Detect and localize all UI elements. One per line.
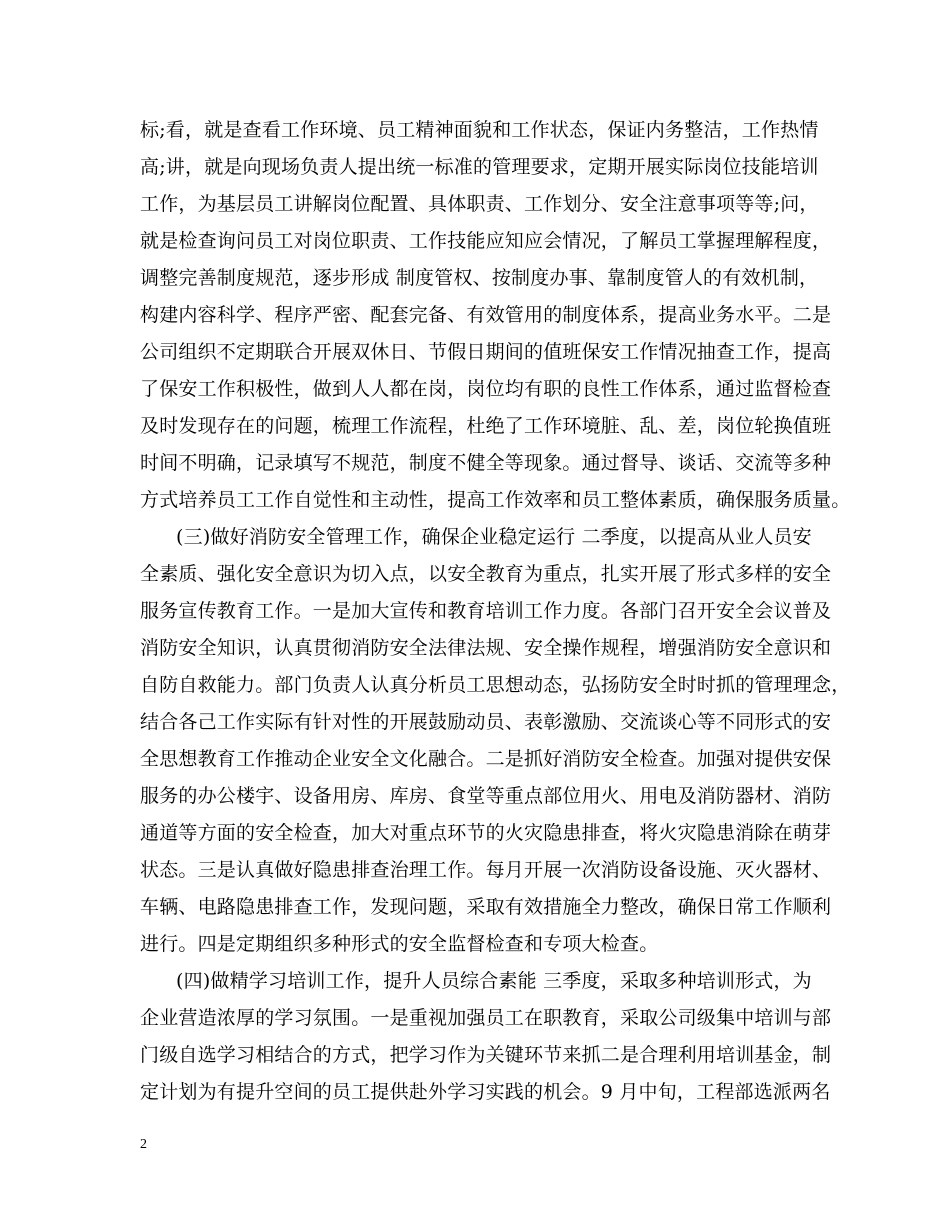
text-line: 标;看，就是查看工作环境、员工精神面貌和工作状态，保证内务整洁，工作热情 [140,119,819,141]
text-line: 工作，为基层员工讲解岗位配置、具体职责、工作划分、安全注意事项等等;问， [140,193,819,215]
text-line: 企业营造浓厚的学习氛围。一是重视加强员工在职教育，采取公司级集中培训与部 [140,1007,832,1029]
section-heading-line: (四)做精学习培训工作，提升人员综合素能 三季度，采取多种培训形式，为 [176,970,812,992]
text-line: 了保安工作积极性，做到人人都在岗，岗位均有职的良性工作体系，通过监督检查 [140,378,832,400]
text-line: 服务宣传教育工作。一是加大宣传和教育培训工作力度。各部门召开安全会议普及 [140,600,832,622]
section-heading-line: (三)做好消防安全管理工作，确保企业稳定运行 二季度，以提高从业人员安 [176,526,812,548]
text-line: 及时发现存在的问题，梳理工作流程，杜绝了工作环境脏、乱、差，岗位轮换值班 [140,415,832,437]
text-line: 全素质、强化安全意识为切入点，以安全教育为重点，扎实开展了形式多样的安全 [140,563,832,585]
text-line: 方式培养员工工作自觉性和主动性，提高工作效率和员工整体素质，确保服务质量。 [140,489,851,511]
body-text [140,112,851,1111]
text-line: 消防安全知识，认真贯彻消防安全法律法规、安全操作规程，增强消防安全意识和 [140,637,832,659]
text-line: 结合各己工作实际有针对性的开展鼓励动员、表彰激励、交流谈心等不同形式的安 [140,711,832,733]
text-line: 高;讲，就是向现场负责人提出统一标准的管理要求，定期开展实际岗位技能培训 [140,156,819,178]
text-line: 通道等方面的安全检查，加大对重点环节的火灾隐患排查，将火灾隐患消除在萌芽 [140,822,832,844]
text-line: 调整完善制度规范，逐步形成 制度管权、按制度办事、靠制度管人的有效机制， [140,267,819,289]
text-line: 构建内容科学、程序严密、配套完备、有效管用的制度体系，提高业务水平。二是 [140,304,832,326]
text-line: 自防自救能力。部门负责人认真分析员工思想动态，弘扬防安全时时抓的管理理念， [140,674,851,696]
text-line: 状态。三是认真做好隐患排查治理工作。每月开展一次消防设备设施、灭火器材、 [140,859,832,881]
text-line: 公司组织不定期联合开展双休日、节假日期间的值班保安工作情况抽查工作，提高 [140,341,832,363]
text-line: 全思想教育工作推动企业安全文化融合。二是抓好消防安全检查。加强对提供安保 [140,748,832,770]
text-line: 门级自选学习相结合的方式，把学习作为关键环节来抓二是合理利用培训基金，制 [140,1044,832,1066]
text-line: 服务的办公楼宇、设备用房、库房、食堂等重点部位用火、用电及消防器材、消防 [140,785,832,807]
text-line: 时间不明确，记录填写不规范，制度不健全等现象。通过督导、谈话、交流等多种 [140,452,832,474]
page-number: 2 [140,1137,147,1152]
text-line: 车辆、电路隐患排查工作，发现问题，采取有效措施全力整改，确保日常工作顺利 [140,896,832,918]
text-line: 定计划为有提升空间的员工提供赴外学习实践的机会。9 月中旬，工程部选派两名 [140,1081,831,1103]
text-line: 就是检查询问员工对岗位职责、工作技能应知应会情况，了解员工掌握理解程度， [140,230,832,252]
text-line: 进行。四是定期组织多种形式的安全监督检查和专项大检查。 [140,933,659,955]
